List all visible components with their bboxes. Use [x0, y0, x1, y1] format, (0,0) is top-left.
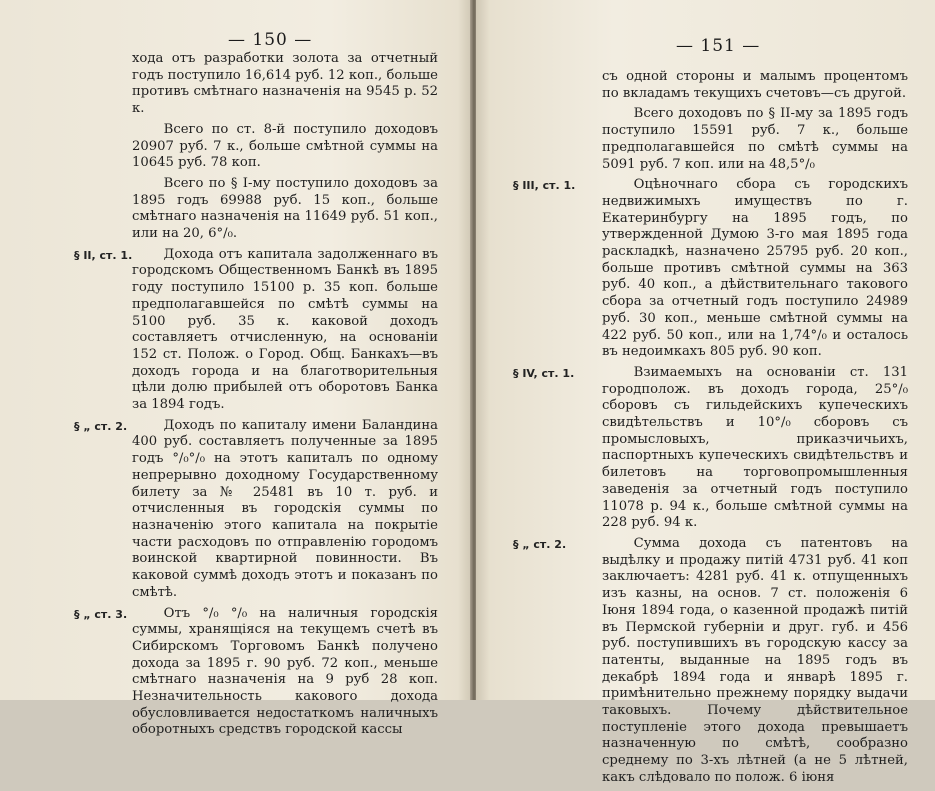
- right-page: [476, 0, 935, 785]
- paragraph: [74, 246, 438, 414]
- section-marker: § „ ст. 2.: [74, 419, 128, 433]
- paragraph-text: Всего доходовъ по § II-му за 1895 годъ поступило 15591 руб. 7 к., больше предполагавшейся по смѣтѣ суммы на 5091 руб. 7 коп. или на 48,5°/₀: [602, 106, 908, 172]
- text-column: [513, 69, 908, 791]
- page-number: — 150 —: [228, 30, 313, 50]
- section-marker: § „ ст. 3.: [74, 607, 128, 621]
- paragraph: [132, 51, 438, 118]
- paragraph: [602, 69, 908, 102]
- page-number: — 151 —: [676, 36, 761, 56]
- paragraph: [132, 122, 438, 172]
- paragraph-text: съ одной стороны и малымъ процентомъ по вкладамъ текущихъ счетовъ—съ другой.: [602, 69, 908, 101]
- paragraph-text: Взимаемыхъ на основаніи ст. 131 городполож. въ доходъ города, 25°/₀ сборовъ съ гильдейскихъ купеческихъ свидѣтельствъ и 10°/₀ сборовъ съ промысловыхъ, приказчичьихъ, паспортныхъ купеческихъ свидѣтельствъ и билетовъ на торговопромышленныя заведенія за отчетный годъ поступило 11078 р. 94 к., больше смѣтной суммы на 228 руб. 94 к.: [602, 364, 908, 531]
- paragraph: [513, 177, 908, 361]
- left-page: [0, 0, 472, 738]
- paragraph-text: хода отъ разработки золота за отчетный годъ поступило 16,614 руб. 12 коп., больше противъ смѣтнаго назначенія на 9545 р. 52 к.: [132, 51, 438, 117]
- paragraph: [513, 364, 908, 532]
- section-marker: § IV, ст. 1.: [513, 366, 575, 380]
- section-marker: § III, ст. 1.: [513, 179, 576, 193]
- paragraph: [74, 605, 438, 740]
- paragraph: [74, 417, 438, 602]
- paragraph-text: Отъ °/₀ °/₀ на наличныя городскія суммы, хранящіяся на текущемъ счетѣ въ Сибирскомъ Торговомъ Банкѣ получено дохода за 1895 г. 90 руб. 72 коп., меньше смѣтнаго назначенія на 9 руб 28 коп. Незначительность какового дохода обусловливается недостаткомъ наличныхъ оборотныхъ средствъ городской кассы: [132, 605, 438, 738]
- text-column: [74, 51, 438, 743]
- section-marker: § II, ст. 1.: [74, 248, 133, 262]
- section-marker: § „ ст. 2.: [513, 537, 567, 551]
- paragraph-text: Всего по § I-му поступило доходовъ за 1895 годъ 69988 руб. 15 коп., больше смѣтнаго назначенія на 11649 руб. 51 коп., или на 20, 6°/₀.: [132, 175, 438, 242]
- paragraph-text: Оцѣночнаго сбора съ городскихъ недвижимыхъ имуществъ по г. Екатеринбургу на 1895 годъ, по утвержденной Думою 3-го мая 1895 года раскладкѣ, назначено 25795 руб. 20 коп., больше противъ смѣтной суммы на 363 руб. 40 коп., а дѣйствительнаго такового сбора за отчетный годъ поступило 24989 руб. 30 коп., меньше смѣтной суммы на 422 руб. 50 коп., или на 1,74°/₀ и осталось въ недоимкахъ 805 руб. 90 коп.: [602, 177, 908, 360]
- paragraph-text: Дохода отъ капитала задолженнаго въ городскомъ Общественномъ Банкѣ въ 1895 году поступило 15100 р. 35 коп. больше предполагавшейся по смѣтѣ суммы на 5100 руб. 35 к. каковой доходъ составляетъ отчисленную, на основаніи 152 ст. Полож. о Город. Общ. Банкахъ—въ доходъ города и на благотворительныя цѣли долю прибылей отъ оборотовъ Банка за 1894 годъ.: [132, 246, 438, 413]
- paragraph: [602, 106, 908, 173]
- paragraph-text: Сумма дохода съ патентовъ на выдѣлку и продажу питій 4731 руб. 41 коп заключаетъ: 4281 руб. 41 к. отпущенныхъ изъ казны, на основ. 7 ст. положенія 6 Іюня 1894 года, о казенной продажѣ питій въ Пермской губерніи и друг. губ. и 456 руб. поступившихъ въ городскую кассу за патенты, выданные на 1895 годъ въ декабрѣ 1894 года и январѣ 1895 г. примѣнительно прежнему порядку выдачи таковыхъ. Почему дѣйствительное поступленіе этого дохода превышаетъ назначенную по смѣтѣ, сообразно среднему по 3-хъ лѣтней (а не 5 лѣтней, какъ слѣдовало по полож. 6 іюня: [602, 535, 908, 785]
- paragraph-text: Доходъ по капиталу имени Баландина 400 руб. составляетъ полученные за 1895 годъ °/₀°/₀ на этотъ капиталъ по одному непрерывно доходному Государственному билету за № 25481 въ 10 т. руб. и отчисленныя въ городскія суммы по назначенію этого капитала на покрытіе части расходовъ по отправленію городомъ воинской квартирной повинности. Въ каковой суммѣ доходъ этотъ и показанъ по смѣтѣ.: [132, 417, 438, 600]
- paragraph: [132, 176, 438, 243]
- paragraph: [513, 535, 908, 787]
- paragraph-text: Всего по ст. 8-й поступило доходовъ 20907 руб. 7 к., больше смѣтной суммы на 10645 руб. 78 коп.: [132, 121, 438, 171]
